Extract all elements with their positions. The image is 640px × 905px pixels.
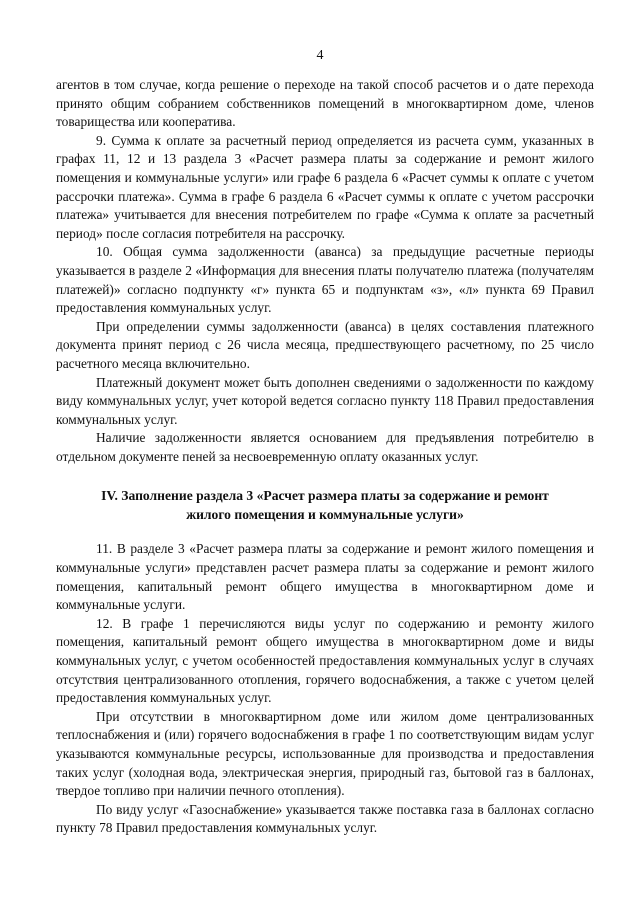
paragraph-penalties: Наличие задолженности является основанием для предъявления потребителю в отдельном документе пеней за несвоевременную оплату оказанных услуг. — [56, 430, 594, 464]
paragraph-9: 9. Сумма к оплате за расчетный период определяется из расчета сумм, указанных в графах 11, 12 и 13 раздела 3 «Расчет размера платы за содержание и ремонт жилого помещения и коммунальные услуги» или графе 6 раздела 6 «Расчет суммы к оплате с учетом рассрочки платежа». Сумма в графе 6 раздела 6 «Расчет суммы к оплате с учетом рассрочки платежа» учитывается для внесения потребителем по графе «Сумма к оплате за расчетный период» после согласия потребителя на рассрочку. — [56, 132, 594, 241]
page-number: 4 — [316, 48, 324, 63]
section-heading-line-1: IV. Заполнение раздела 3 «Расчет размера платы за содержание и ремонт — [101, 488, 549, 504]
paragraph-no-central-supply: При отсутствии в многоквартирном доме или жилом доме централизованных теплоснабжения и (или) горячего водоснабжения в графе 1 по соответствующим видам услуг указываются коммунальные ресурсы, использованные для производства и предоставления таких услуг (холодная вода, электрическая энергия, природный газ, бытовой газ в баллонах, твердое топливо при наличии печного отопления). — [56, 708, 594, 799]
paragraph-10: 10. Общая сумма задолженности (аванса) за предыдущие расчетные периоды указывается в разделе 2 «Информация для внесения платы получателю платежа (получателям платежей)» согласно подпункту «г» пункта 65 и подпунктам «з», «л» пункта 69 Правил предоставления коммунальных услуг. — [56, 244, 594, 316]
paragraph-debt-period: При определении суммы задолженности (аванса) в целях составления платежного документа принят период с 26 числа месяца, предшествующего расчетному, по 25 число расчетного месяца включительно. — [56, 318, 594, 371]
section-heading-line-2: жилого помещения и коммунальные услуги» — [186, 507, 464, 523]
paragraph-12: 12. В графе 1 перечисляются виды услуг по содержанию и ремонту жилого помещения, капитальный ремонт общего имущества в многоквартирном доме и виды коммунальных услуг, с учетом особенностей предоставления коммунальных услуг в случаях отсутствия централизованного отопления, горячего водоснабжения, а также с учетом целей предоставления коммунальных услуг. — [56, 615, 594, 706]
paragraph-continuation: агентов в том случае, когда решение о переходе на такой способ расчетов и о дате перехода принято общим собранием собственников помещений в многоквартирном доме, членов товарищества или кооператива. — [56, 77, 594, 130]
section-heading — [56, 486, 594, 524]
paragraph-11: 11. В разделе 3 «Расчет размера платы за содержание и ремонт жилого помещения и коммунальные услуги» представлен расчет размера платы за содержание и ремонт жилого помещения, капитальный ремонт общего имущества в многоквартирном доме и коммунальные услуги. — [56, 541, 594, 613]
paragraph-gas-supply: По виду услуг «Газоснабжение» указывается также поставка газа в баллонах согласно пункту 78 Правил предоставления коммунальных услуг. — [56, 801, 594, 836]
document-body — [56, 76, 594, 838]
paragraph-debt-details: Платежный документ может быть дополнен сведениями о задолженности по каждому виду коммунальных услуг, учет которой ведется согласно пункту 118 Правил предоставления коммунальных услуг. — [56, 374, 594, 427]
